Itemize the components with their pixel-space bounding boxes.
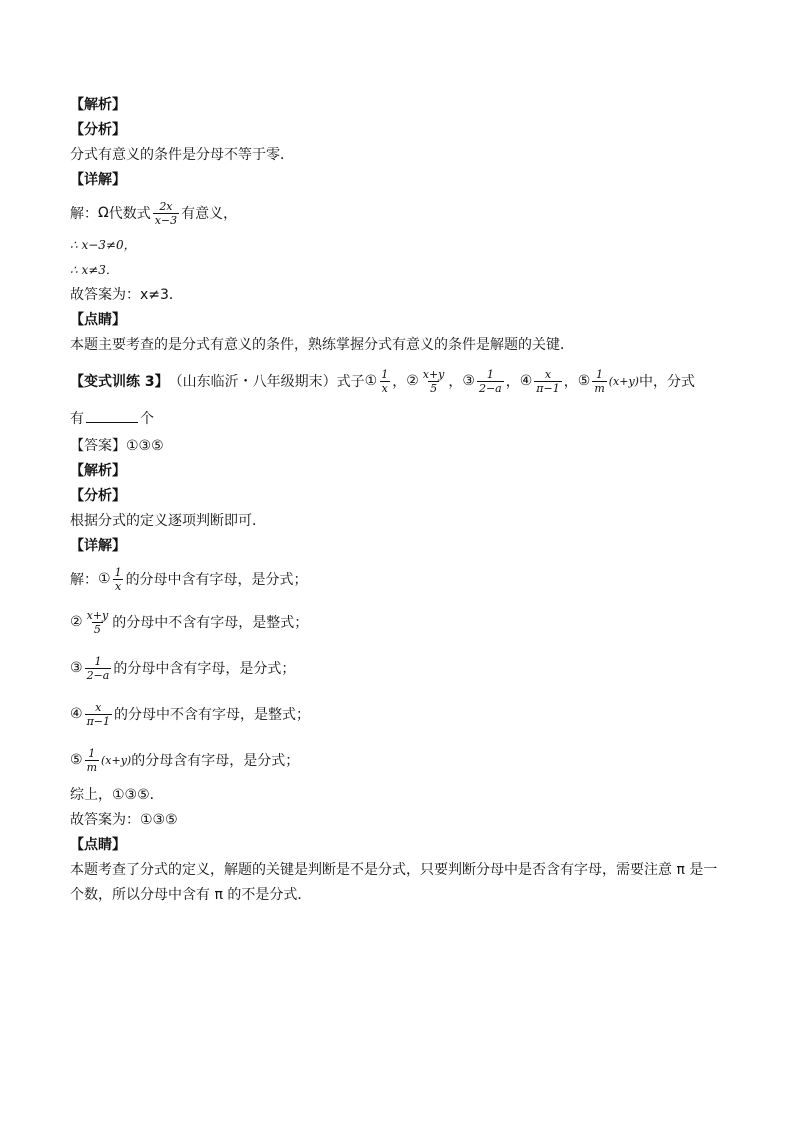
separator: ， xyxy=(563,374,578,390)
fraction-denominator: m xyxy=(86,760,97,774)
fraction-denominator: x xyxy=(381,381,388,395)
exercise-source: （山东临沂・八年级期末）式子 xyxy=(168,374,365,390)
step-4-fraction xyxy=(85,701,112,728)
solution-line-2: ∴ x−3≠0， xyxy=(70,238,136,252)
fraction-denominator: x xyxy=(114,579,122,593)
step-1 xyxy=(70,559,730,599)
fraction-denominator: m xyxy=(594,381,605,395)
answer-line-1: 故答案为：x≠3． xyxy=(70,287,183,303)
fraction-denominator: π−1 xyxy=(86,714,111,728)
fraction-numerator: x xyxy=(95,700,102,714)
expr-1-mark: ① xyxy=(364,373,378,389)
meaningful-text: 有意义， xyxy=(181,206,238,222)
step-5-fraction xyxy=(85,747,99,774)
fraction-denominator: 2−a xyxy=(478,381,502,395)
exercise-line-2 xyxy=(70,404,730,434)
fraction-denominator: x−3 xyxy=(154,213,178,227)
fraction-denominator: π−1 xyxy=(536,381,560,395)
line2-prefix: 有 xyxy=(70,411,84,427)
heading-fenxi: 【分析】 xyxy=(70,122,126,138)
answer-heading: 【答案】①③⑤ xyxy=(70,438,164,454)
comment-text-2: 本题考查了分式的定义，解题的关键是判断是不是分式，只要判断分母中是否含有字母，需要注意 π 是一个数，所以分母中含有 π 的不是分式． xyxy=(70,862,718,903)
expr-4-mark: ④ xyxy=(519,373,533,389)
analysis-text: 分式有意义的条件是分母不等于零． xyxy=(70,147,294,163)
heading-fenxi-2: 【分析】 xyxy=(70,488,126,504)
step-1-fraction xyxy=(113,566,124,593)
heading-jiexi-2: 【解析】 xyxy=(70,463,126,479)
fraction-numerator: x xyxy=(544,367,552,381)
solution-line-1 xyxy=(70,193,730,233)
step-5-mark: ⑤ xyxy=(70,752,83,768)
step-2-text: 的分母中不含有字母，是整式； xyxy=(112,615,309,631)
fraction-numerator: 1 xyxy=(486,367,494,381)
separator: ， xyxy=(448,374,463,390)
heading-xiangjie: 【详解】 xyxy=(70,172,126,188)
analysis-text-2: 根据分式的定义逐项判断即可． xyxy=(70,513,266,529)
heading-jiexi: 【解析】 xyxy=(70,97,126,113)
separator: ， xyxy=(505,374,520,390)
fraction-denominator: 5 xyxy=(430,381,438,395)
solution-line-3: ∴ x≠3． xyxy=(70,263,118,277)
exercise-title-line xyxy=(70,358,730,404)
exercise-tail: 中，分式 xyxy=(638,374,695,390)
expr-3-fraction xyxy=(477,368,504,395)
step-2-fraction xyxy=(85,609,111,636)
step-5-paren: (x+y) xyxy=(101,753,132,767)
document-page xyxy=(70,93,730,908)
fraction-denominator: 5 xyxy=(93,622,101,636)
step-3 xyxy=(70,645,730,691)
solution-prefix: 解： xyxy=(70,206,98,222)
heading-dianjing: 【点睛】 xyxy=(70,312,126,328)
fraction-denominator: 2−a xyxy=(86,668,110,682)
expr-5-paren: (x+y) xyxy=(608,374,639,388)
fraction-numerator: 1 xyxy=(381,367,389,381)
step-3-mark: ③ xyxy=(70,660,83,676)
expr-5-mark: ⑤ xyxy=(577,373,591,389)
fraction-numerator: 2x xyxy=(159,199,173,213)
step-4 xyxy=(70,691,730,737)
exercise-title: 【变式训练 3】 xyxy=(70,374,169,390)
summary-line: 综上，①③⑤． xyxy=(70,787,164,803)
comment-text-1: 本题主要考查的是分式有意义的条件，熟练掌握分式有意义的条件是解题的关键． xyxy=(70,337,574,353)
step-3-fraction xyxy=(85,655,112,682)
line2-suffix: 个 xyxy=(140,411,154,427)
step-5-text: 的分母含有字母，是分式； xyxy=(131,753,300,769)
step-4-mark: ④ xyxy=(70,706,83,722)
separator: ， xyxy=(392,374,407,390)
fraction-numerator: x+y xyxy=(422,367,445,381)
answer-line-2: 故答案为：①③⑤ xyxy=(70,812,178,828)
step-1-text: 的分母中含有字母，是分式； xyxy=(125,572,308,588)
step-4-text: 的分母中不含有字母，是整式； xyxy=(114,707,311,723)
fraction-numerator: x+y xyxy=(86,608,109,622)
fraction-numerator: 1 xyxy=(88,746,96,760)
heading-xiangjie-2: 【详解】 xyxy=(70,538,126,554)
step-1-mark: ① xyxy=(98,571,111,587)
fraction-numerator: 1 xyxy=(596,367,604,381)
fraction-numerator: 1 xyxy=(114,565,122,579)
fraction-numerator: 1 xyxy=(94,654,102,668)
daishu-text: 代数式 xyxy=(108,206,151,222)
step-2-mark: ② xyxy=(70,614,83,630)
expr-5-fraction xyxy=(592,368,606,395)
solution-prefix: 解： xyxy=(70,572,98,588)
answer-blank xyxy=(86,408,138,423)
step-2 xyxy=(70,599,730,645)
expr-4-fraction xyxy=(534,368,561,395)
heading-dianjing-2: 【点睛】 xyxy=(70,837,126,853)
expr-1-fraction xyxy=(379,368,390,395)
step-3-text: 的分母中含有字母，是分式； xyxy=(113,661,296,677)
expr-2-mark: ② xyxy=(406,373,419,389)
fraction-2x-over-x-3 xyxy=(153,200,179,227)
expr-2-fraction xyxy=(421,368,447,395)
because-symbol: Ω xyxy=(98,205,109,221)
step-5 xyxy=(70,737,730,783)
expr-3-mark: ③ xyxy=(462,373,475,389)
